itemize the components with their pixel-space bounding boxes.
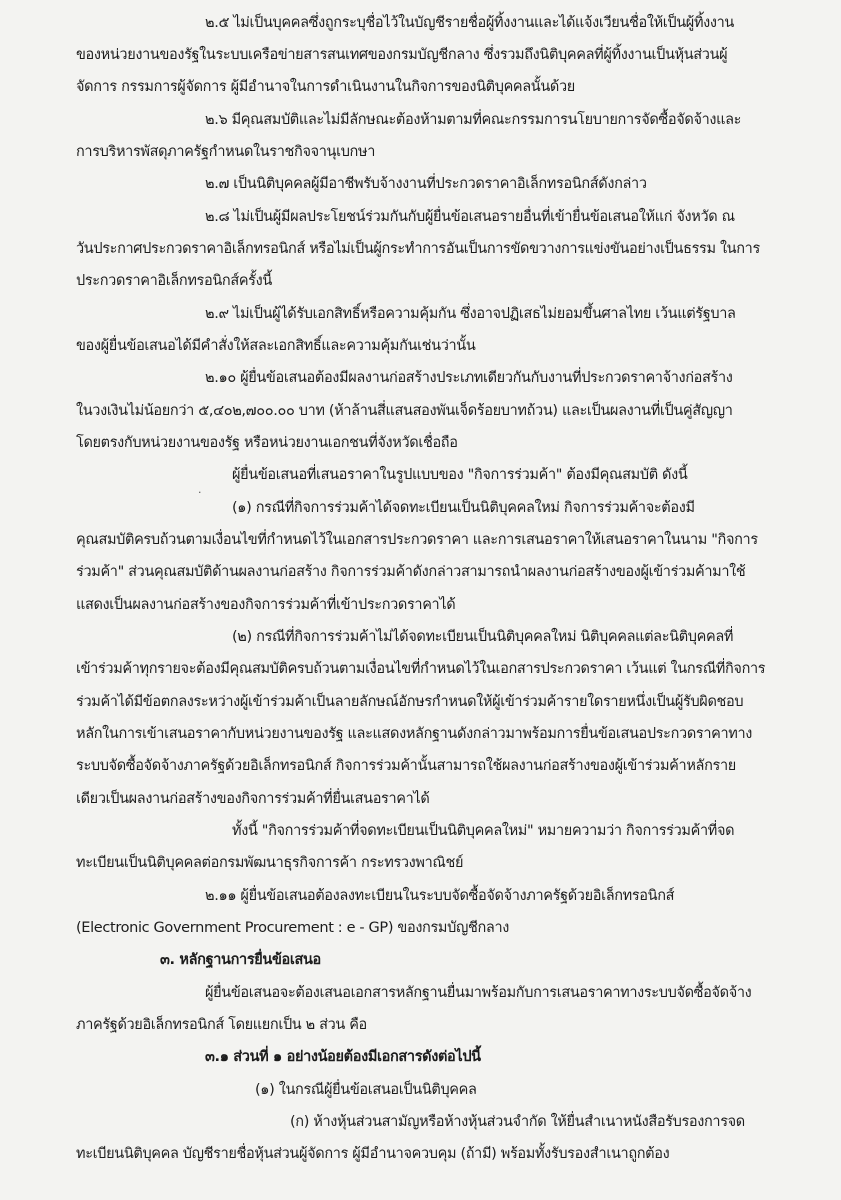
jv-definition-line-2: ทะเบียนเป็นนิติบุคคลต่อกรมพัฒนาธุรกิจการค้า กระทรวงพาณิชย์ xyxy=(76,855,464,871)
section-3-line-2: ภาครัฐด้วยอิเล็กทรอนิกส์ โดยแยกเป็น ๒ ส่วน คือ xyxy=(76,1017,367,1033)
jv-case-2-line-1: (๒) กรณีที่กิจการร่วมค้าไม่ได้จดทะเบียนเป็นนิติบุคคลใหม่ นิติบุคคลแต่ละนิติบุคคลที่ xyxy=(232,629,734,645)
clause-2-5-line-3: จัดการ กรรมการผู้จัดการ ผู้มีอำนาจในการดำเนินงานในกิจการของนิติบุคคลนั้นด้วย xyxy=(76,79,575,95)
jv-case-1-line-2: คุณสมบัติครบถ้วนตามเงื่อนไขที่กำหนดไว้ในเอกสารประกวดราคา และการเสนอราคาให้เสนอราคาในนาม "กิจการ xyxy=(76,532,758,548)
clause-2-10-line-2: ในวงเงินไม่น้อยกว่า ๕,๔๐๒,๗๐๐.๐๐ บาท (ห้าล้านสี่แสนสองพันเจ็ดร้อยบาทถ้วน) และเป็นผลงานที่เป็นคู่สัญญา xyxy=(76,403,733,419)
section-3-1-heading: ๓.๑ ส่วนที่ ๑ อย่างน้อยต้องมีเอกสารดังต่อไปนี้ xyxy=(205,1049,481,1065)
clause-2-8-line-3: ประกวดราคาอิเล็กทรอนิกส์ครั้งนี้ xyxy=(76,273,272,289)
section-3-heading: ๓. หลักฐานการยื่นข้อเสนอ xyxy=(160,952,321,968)
jv-definition-line-1: ทั้งนี้ "กิจการร่วมค้าที่จดทะเบียนเป็นนิติบุคคลใหม่" หมายความว่า กิจการร่วมค้าที่จด xyxy=(232,823,735,839)
item-1-heading: (๑) ในกรณีผู้ยื่นข้อเสนอเป็นนิติบุคคล xyxy=(255,1082,477,1098)
clause-2-5-line-1: ๒.๕ ไม่เป็นบุคคลซึ่งถูกระบุชื่อไว้ในบัญชีรายชื่อผู้ทิ้งงานและได้แจ้งเวียนชื่อให้เป็นผู้ทิ้งงาน xyxy=(205,15,734,31)
clause-2-10-line-3: โดยตรงกับหน่วยงานของรัฐ หรือหน่วยงานเอกชนที่จังหวัดเชื่อถือ xyxy=(76,435,458,451)
clause-2-8-line-2: วันประกาศประกวดราคาอิเล็กทรอนิกส์ หรือไม่เป็นผู้กระทำการอันเป็นการขัดขวางการแข่งขันอย่างเป็นธรรม ในการ xyxy=(76,241,760,257)
jv-case-2-line-5: ระบบจัดซื้อจัดจ้างภาครัฐด้วยอิเล็กทรอนิกส์ กิจการร่วมค้านั้นสามารถใช้ผลงานก่อสร้างของผู้เข้าร่วมค้าหลักราย xyxy=(76,758,736,774)
clause-2-11-line-2: (Electronic Government Procurement : e - GP) ของกรมบัญชีกลาง xyxy=(76,920,509,936)
clause-2-11-line-1: ๒.๑๑ ผู้ยื่นข้อเสนอต้องลงทะเบียนในระบบจัดซื้อจัดจ้างภาครัฐด้วยอิเล็กทรอนิกส์ xyxy=(205,888,675,904)
clause-2-6-line-1: ๒.๖ มีคุณสมบัติและไม่มีลักษณะต้องห้ามตามที่คณะกรรมการนโยบายการจัดซื้อจัดจ้างและ xyxy=(205,112,742,128)
clause-2-6-line-2: การบริหารพัสดุภาครัฐกำหนดในราชกิจจานุเบกษา xyxy=(76,144,375,160)
clause-2-5-line-2: ของหน่วยงานของรัฐในระบบเครือข่ายสารสนเทศของกรมบัญชีกลาง ซึ่งรวมถึงนิติบุคคลที่ผู้ทิ้งงานเป็นหุ้นส่วนผู้ xyxy=(76,47,728,63)
scan-speck: · xyxy=(198,486,202,499)
clause-2-8-line-1: ๒.๘ ไม่เป็นผู้มีผลประโยชน์ร่วมกันกับผู้ยื่นข้อเสนอรายอื่นที่เข้ายื่นข้อเสนอให้แก่ จังหวัด ณ xyxy=(205,209,735,225)
jv-case-2-line-3: ร่วมค้าได้มีข้อตกลงระหว่างผู้เข้าร่วมค้าเป็นลายลักษณ์อักษรกำหนดให้ผู้เข้าร่วมค้ารายใดรายหนึ่งเป็นผู้รับผิดชอบ xyxy=(76,694,744,710)
clause-2-9-line-2: ของผู้ยื่นข้อเสนอได้มีคำสั่งให้สละเอกสิทธิ์และความคุ้มกันเช่นว่านั้น xyxy=(76,338,476,354)
section-3-line-1: ผู้ยื่นข้อเสนอจะต้องเสนอเอกสารหลักฐานยื่นมาพร้อมกับการเสนอราคาทางระบบจัดซื้อจัดจ้าง xyxy=(205,985,752,1001)
jv-case-1-line-1: (๑) กรณีที่กิจการร่วมค้าได้จดทะเบียนเป็นนิติบุคคลใหม่ กิจการร่วมค้าจะต้องมี xyxy=(232,500,695,516)
item-1-a-line-2: ทะเบียนนิติบุคคล บัญชีรายชื่อหุ้นส่วนผู้จัดการ ผู้มีอำนาจควบคุม (ถ้ามี) พร้อมทั้งรับรองสำเนาถูกต้อง xyxy=(76,1146,670,1162)
jv-case-1-line-4: แสดงเป็นผลงานก่อสร้างของกิจการร่วมค้าที่เข้าประกวดราคาได้ xyxy=(76,597,456,613)
jv-case-2-line-2: เข้าร่วมค้าทุกรายจะต้องมีคุณสมบัติครบถ้วนตามเงื่อนไขที่กำหนดไว้ในเอกสารประกวดราคา เว้นแต่ ในกรณีที่กิจการ xyxy=(76,661,766,677)
clause-2-9-line-1: ๒.๙ ไม่เป็นผู้ได้รับเอกสิทธิ์หรือความคุ้มกัน ซึ่งอาจปฏิเสธไม่ยอมขึ้นศาลไทย เว้นแต่รัฐบาล xyxy=(205,306,736,322)
clause-2-7-line-1: ๒.๗ เป็นนิติบุคคลผู้มีอาชีพรับจ้างงานที่ประกวดราคาอิเล็กทรอนิกส์ดังกล่าว xyxy=(205,176,647,192)
jv-case-2-line-6: เดียวเป็นผลงานก่อสร้างของกิจการร่วมค้าที่ยื่นเสนอราคาได้ xyxy=(76,791,430,807)
jv-case-2-line-4: หลักในการเข้าเสนอราคากับหน่วยงานของรัฐ และแสดงหลักฐานดังกล่าวมาพร้อมการยื่นข้อเสนอประกวดราคาทาง xyxy=(76,726,752,742)
joint-venture-intro: ผู้ยื่นข้อเสนอที่เสนอราคาในรูปแบบของ "กิจการร่วมค้า" ต้องมีคุณสมบัติ ดังนี้ xyxy=(232,467,688,483)
jv-case-1-line-3: ร่วมค้า" ส่วนคุณสมบัติด้านผลงานก่อสร้าง กิจการร่วมค้าดังกล่าวสามารถนำผลงานก่อสร้างของผู้เข้าร่วมค้ามาใช้ xyxy=(76,564,746,580)
item-1-a-line-1: (ก) ห้างหุ้นส่วนสามัญหรือห้างหุ้นส่วนจำกัด ให้ยื่นสำเนาหนังสือรับรองการจด xyxy=(290,1114,745,1130)
clause-2-10-line-1: ๒.๑๐ ผู้ยื่นข้อเสนอต้องมีผลงานก่อสร้างประเภทเดียวกันกับงานที่ประกวดราคาจ้างก่อสร้าง xyxy=(205,370,733,386)
